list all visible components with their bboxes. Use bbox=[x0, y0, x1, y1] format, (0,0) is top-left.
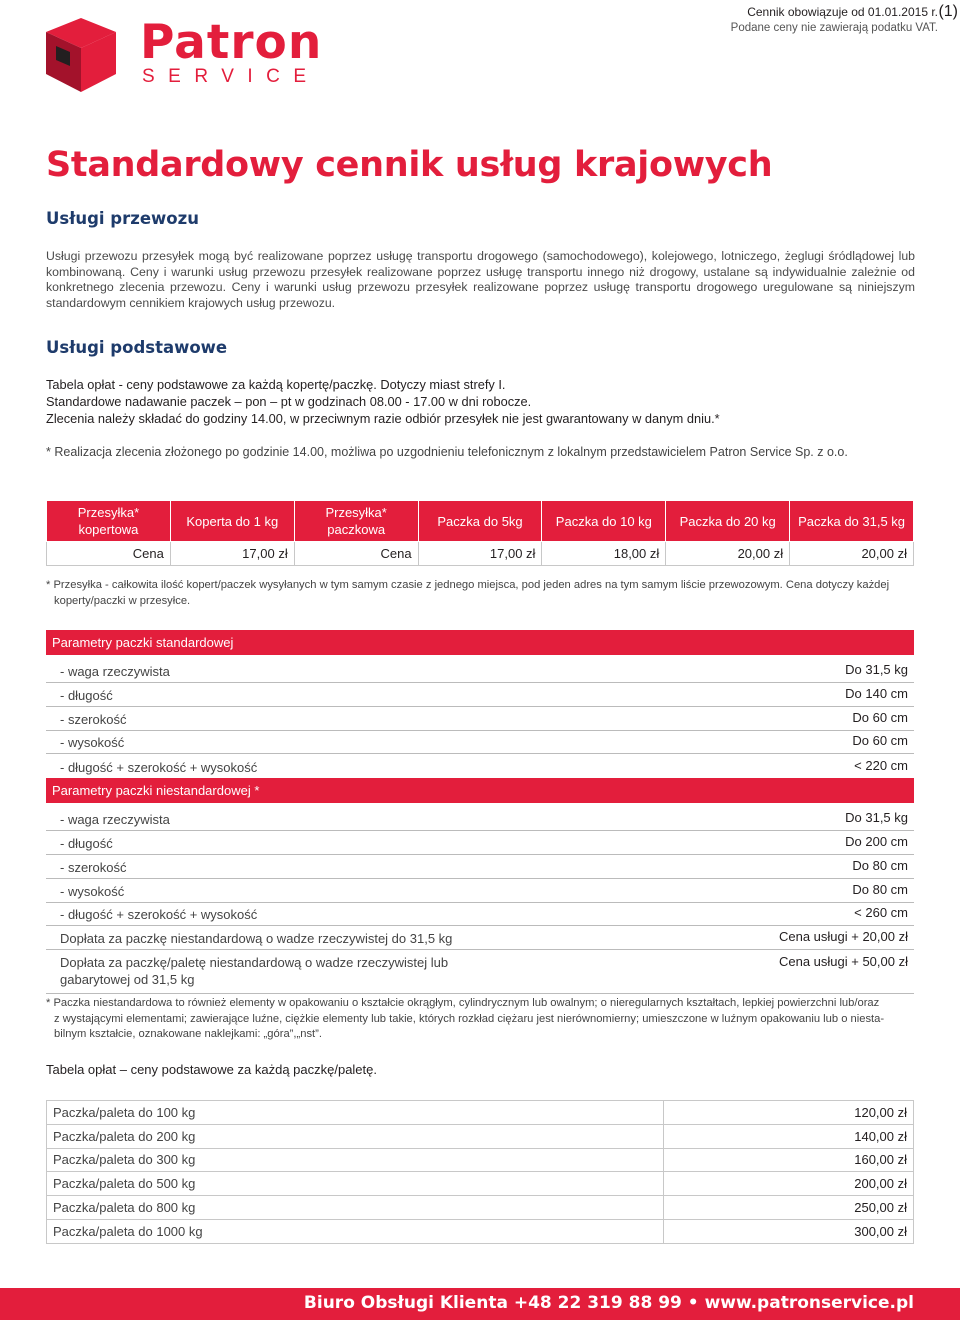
price-cell: 17,00 zł bbox=[418, 542, 542, 566]
param-value: < 260 cm bbox=[854, 905, 908, 921]
nonstandard-footnote bbox=[46, 996, 916, 1043]
param-value: Cena usługi + 50,00 zł bbox=[778, 954, 908, 970]
param-row bbox=[46, 683, 914, 707]
table-row bbox=[47, 1101, 914, 1125]
price-table-row bbox=[47, 542, 914, 566]
basic-info-line: Standardowe nadawanie paczek – pon – pt w godzinach 08.00 - 17.00 w dni robocze. bbox=[46, 394, 532, 409]
price-cell: 18,00 zł bbox=[542, 542, 666, 566]
param-row bbox=[46, 803, 914, 831]
pallet-table bbox=[46, 1100, 914, 1244]
basic-info bbox=[46, 376, 720, 427]
param-value: Do 31,5 kg bbox=[845, 810, 908, 826]
price-header-cell: Paczka do 20 kg bbox=[666, 501, 790, 542]
param-row bbox=[46, 926, 914, 950]
param-label: Dopłata za paczkę/paletę niestandardową o wadze rzeczywistej lub gabarytowej od 31,5 kg bbox=[60, 955, 449, 988]
param-row bbox=[46, 903, 914, 927]
param-label: - długość bbox=[60, 835, 113, 851]
param-value: < 220 cm bbox=[854, 758, 908, 774]
param-label: - długość bbox=[60, 687, 113, 703]
param-row bbox=[46, 831, 914, 855]
price-footnote bbox=[46, 578, 914, 609]
param-row bbox=[46, 707, 914, 731]
price-header-cell: Przesyłka* paczkowa bbox=[294, 501, 418, 542]
pallet-price: 140,00 zł bbox=[664, 1124, 914, 1148]
price-cell: Cena bbox=[47, 542, 171, 566]
param-label: - wysokość bbox=[60, 735, 125, 751]
param-row bbox=[46, 855, 914, 879]
price-table-header bbox=[47, 501, 914, 542]
price-header-cell: Przesyłka* kopertowa bbox=[47, 501, 171, 542]
param-label: - waga rzeczywista bbox=[60, 812, 170, 828]
section-basic-heading: Usługi podstawowe bbox=[46, 338, 228, 357]
pallet-label: Paczka/paleta do 100 kg bbox=[47, 1101, 664, 1125]
param-value: Do 31,5 kg bbox=[845, 662, 908, 677]
params-nonstandard-heading: Parametry paczki niestandardowej * bbox=[46, 778, 914, 803]
param-value: Do 60 cm bbox=[852, 733, 908, 749]
param-value: Do 200 cm bbox=[845, 833, 908, 849]
param-row bbox=[46, 879, 914, 903]
param-label: Dopłata za paczkę niestandardową o wadze rzeczywistej do 31,5 kg bbox=[60, 931, 453, 947]
logo-wordmark: Patron bbox=[140, 15, 323, 70]
price-cell: 17,00 zł bbox=[170, 542, 294, 566]
table-row bbox=[47, 1172, 914, 1196]
price-header-cell: Paczka do 31,5 kg bbox=[790, 501, 914, 542]
price-header-cell: Paczka do 5kg bbox=[418, 501, 542, 542]
price-cell: 20,00 zł bbox=[790, 542, 914, 566]
table-row bbox=[47, 1196, 914, 1220]
footnote-line: koperty/paczki w przesyłce. bbox=[54, 594, 191, 607]
pallet-label: Paczka/paleta do 1000 kg bbox=[47, 1219, 664, 1243]
param-value: Do 80 cm bbox=[852, 881, 908, 897]
pallet-table-title: Tabela opłat – ceny podstawowe za każdą paczkę/paletę. bbox=[46, 1062, 377, 1077]
param-label: - długość + szerokość + wysokość bbox=[60, 907, 258, 923]
box-logo-icon bbox=[44, 16, 118, 94]
pallet-label: Paczka/paleta do 300 kg bbox=[47, 1148, 664, 1172]
table-row bbox=[47, 1124, 914, 1148]
price-cell: 20,00 zł bbox=[666, 542, 790, 566]
param-value: Do 80 cm bbox=[852, 857, 908, 873]
basic-info-line: Tabela opłat - ceny podstawowe za każdą kopertę/paczkę. Dotyczy miast strefy I. bbox=[46, 377, 506, 392]
vat-note: Podane ceny nie zawierają podatku VAT. bbox=[730, 22, 938, 34]
param-value: Do 140 cm bbox=[845, 685, 908, 701]
section-transport-text: Usługi przewozu przesyłek mogą być realizowane poprzez usługę transportu drogowego (samochodowego), kolejowego, lotniczego, żeglugi śródlądowej lub kombinowaną. Ceny i warunki usług przewozu przesyłek realizowane poprzez usługę transportu innego niż drogowy, ustalane są indywidualnie zależnie od konkretnego zlecenia przewozu. Ceny i warunki usług przewozu przesyłek realizowane poprzez usługę transportu drogowego uregulowane są niniejszym standardowym cennikiem krajowych usług przewozu. bbox=[46, 249, 915, 310]
price-header-cell: Koperta do 1 kg bbox=[170, 501, 294, 542]
pallet-label: Paczka/paleta do 500 kg bbox=[47, 1172, 664, 1196]
param-row bbox=[46, 950, 914, 994]
param-value: Cena usługi + 20,00 zł bbox=[778, 929, 908, 945]
footer-contact: Biuro Obsługi Klienta +48 22 319 88 99 • www.patronservice.pl bbox=[303, 1293, 914, 1313]
params-standard-heading: Parametry paczki standardowej bbox=[46, 630, 914, 655]
param-label: - szerokość bbox=[60, 711, 127, 727]
params-section bbox=[46, 630, 914, 994]
param-label: - szerokość bbox=[60, 859, 127, 875]
price-table bbox=[46, 500, 914, 566]
price-cell: Cena bbox=[294, 542, 418, 566]
footnote-line: bilnym kształcie, oznakowane naklejkami: „góra”,„nst”. bbox=[54, 1028, 322, 1040]
pallet-price: 250,00 zł bbox=[664, 1196, 914, 1220]
valid-from: Cennik obowiązuje od 01.01.2015 r. bbox=[747, 5, 938, 19]
basic-note: * Realizacja zlecenia złożonego po godzinie 14.00, możliwa po uzgodnieniu telefonicznym z lokalnym przedstawicielem Patron Service Sp. z o.o. bbox=[46, 445, 848, 459]
param-row bbox=[46, 754, 914, 778]
param-label: - długość + szerokość + wysokość bbox=[60, 760, 258, 776]
footnote-line: * Przesyłka - całkowita ilość kopert/paczek wysyłanych w tym samym czasie z jednego miejsca, pod jeden adres na tym samym liście przewozowym. Cena dotyczy każdej bbox=[46, 579, 890, 591]
pallet-price: 120,00 zł bbox=[664, 1101, 914, 1125]
param-row bbox=[46, 655, 914, 683]
param-label: - wysokość bbox=[60, 883, 125, 899]
param-row bbox=[46, 731, 914, 755]
pallet-label: Paczka/paleta do 200 kg bbox=[47, 1124, 664, 1148]
pallet-price: 160,00 zł bbox=[664, 1148, 914, 1172]
footer-bar bbox=[0, 1288, 960, 1320]
param-label: - waga rzeczywista bbox=[60, 664, 170, 679]
page-number: (1) bbox=[938, 3, 958, 20]
footnote-line: z wystającymi elementami; zawierające luźne, ciężkie elementy lub takie, których rozkład ciężaru jest nierównomierny; umieszczone w luźnym opakowaniu lub o niesta- bbox=[54, 1012, 885, 1025]
patron-logo bbox=[44, 14, 344, 96]
pallet-price: 200,00 zł bbox=[664, 1172, 914, 1196]
header-info bbox=[730, 3, 958, 36]
footnote-line: * Paczka niestandardowa to również elementy w opakowaniu o kształcie okrągłym, cylindrycznym lub owalnym; o nieregularnych kształtach, lepkiej powierzchni lub/oraz bbox=[46, 997, 880, 1009]
page-title: Standardowy cennik usług krajowych bbox=[46, 145, 773, 185]
basic-info-line: Zlecenia należy składać do godziny 14.00, w przeciwnym razie odbiór przesyłek nie jest gwarantowany w danym dniu.* bbox=[46, 411, 720, 426]
logo-subtitle: SERVICE bbox=[142, 66, 320, 87]
table-row bbox=[47, 1219, 914, 1243]
price-header-cell: Paczka do 10 kg bbox=[542, 501, 666, 542]
pallet-label: Paczka/paleta do 800 kg bbox=[47, 1196, 664, 1220]
pallet-price: 300,00 zł bbox=[664, 1219, 914, 1243]
table-row bbox=[47, 1148, 914, 1172]
param-value: Do 60 cm bbox=[852, 709, 908, 725]
section-transport-heading: Usługi przewozu bbox=[46, 209, 199, 228]
